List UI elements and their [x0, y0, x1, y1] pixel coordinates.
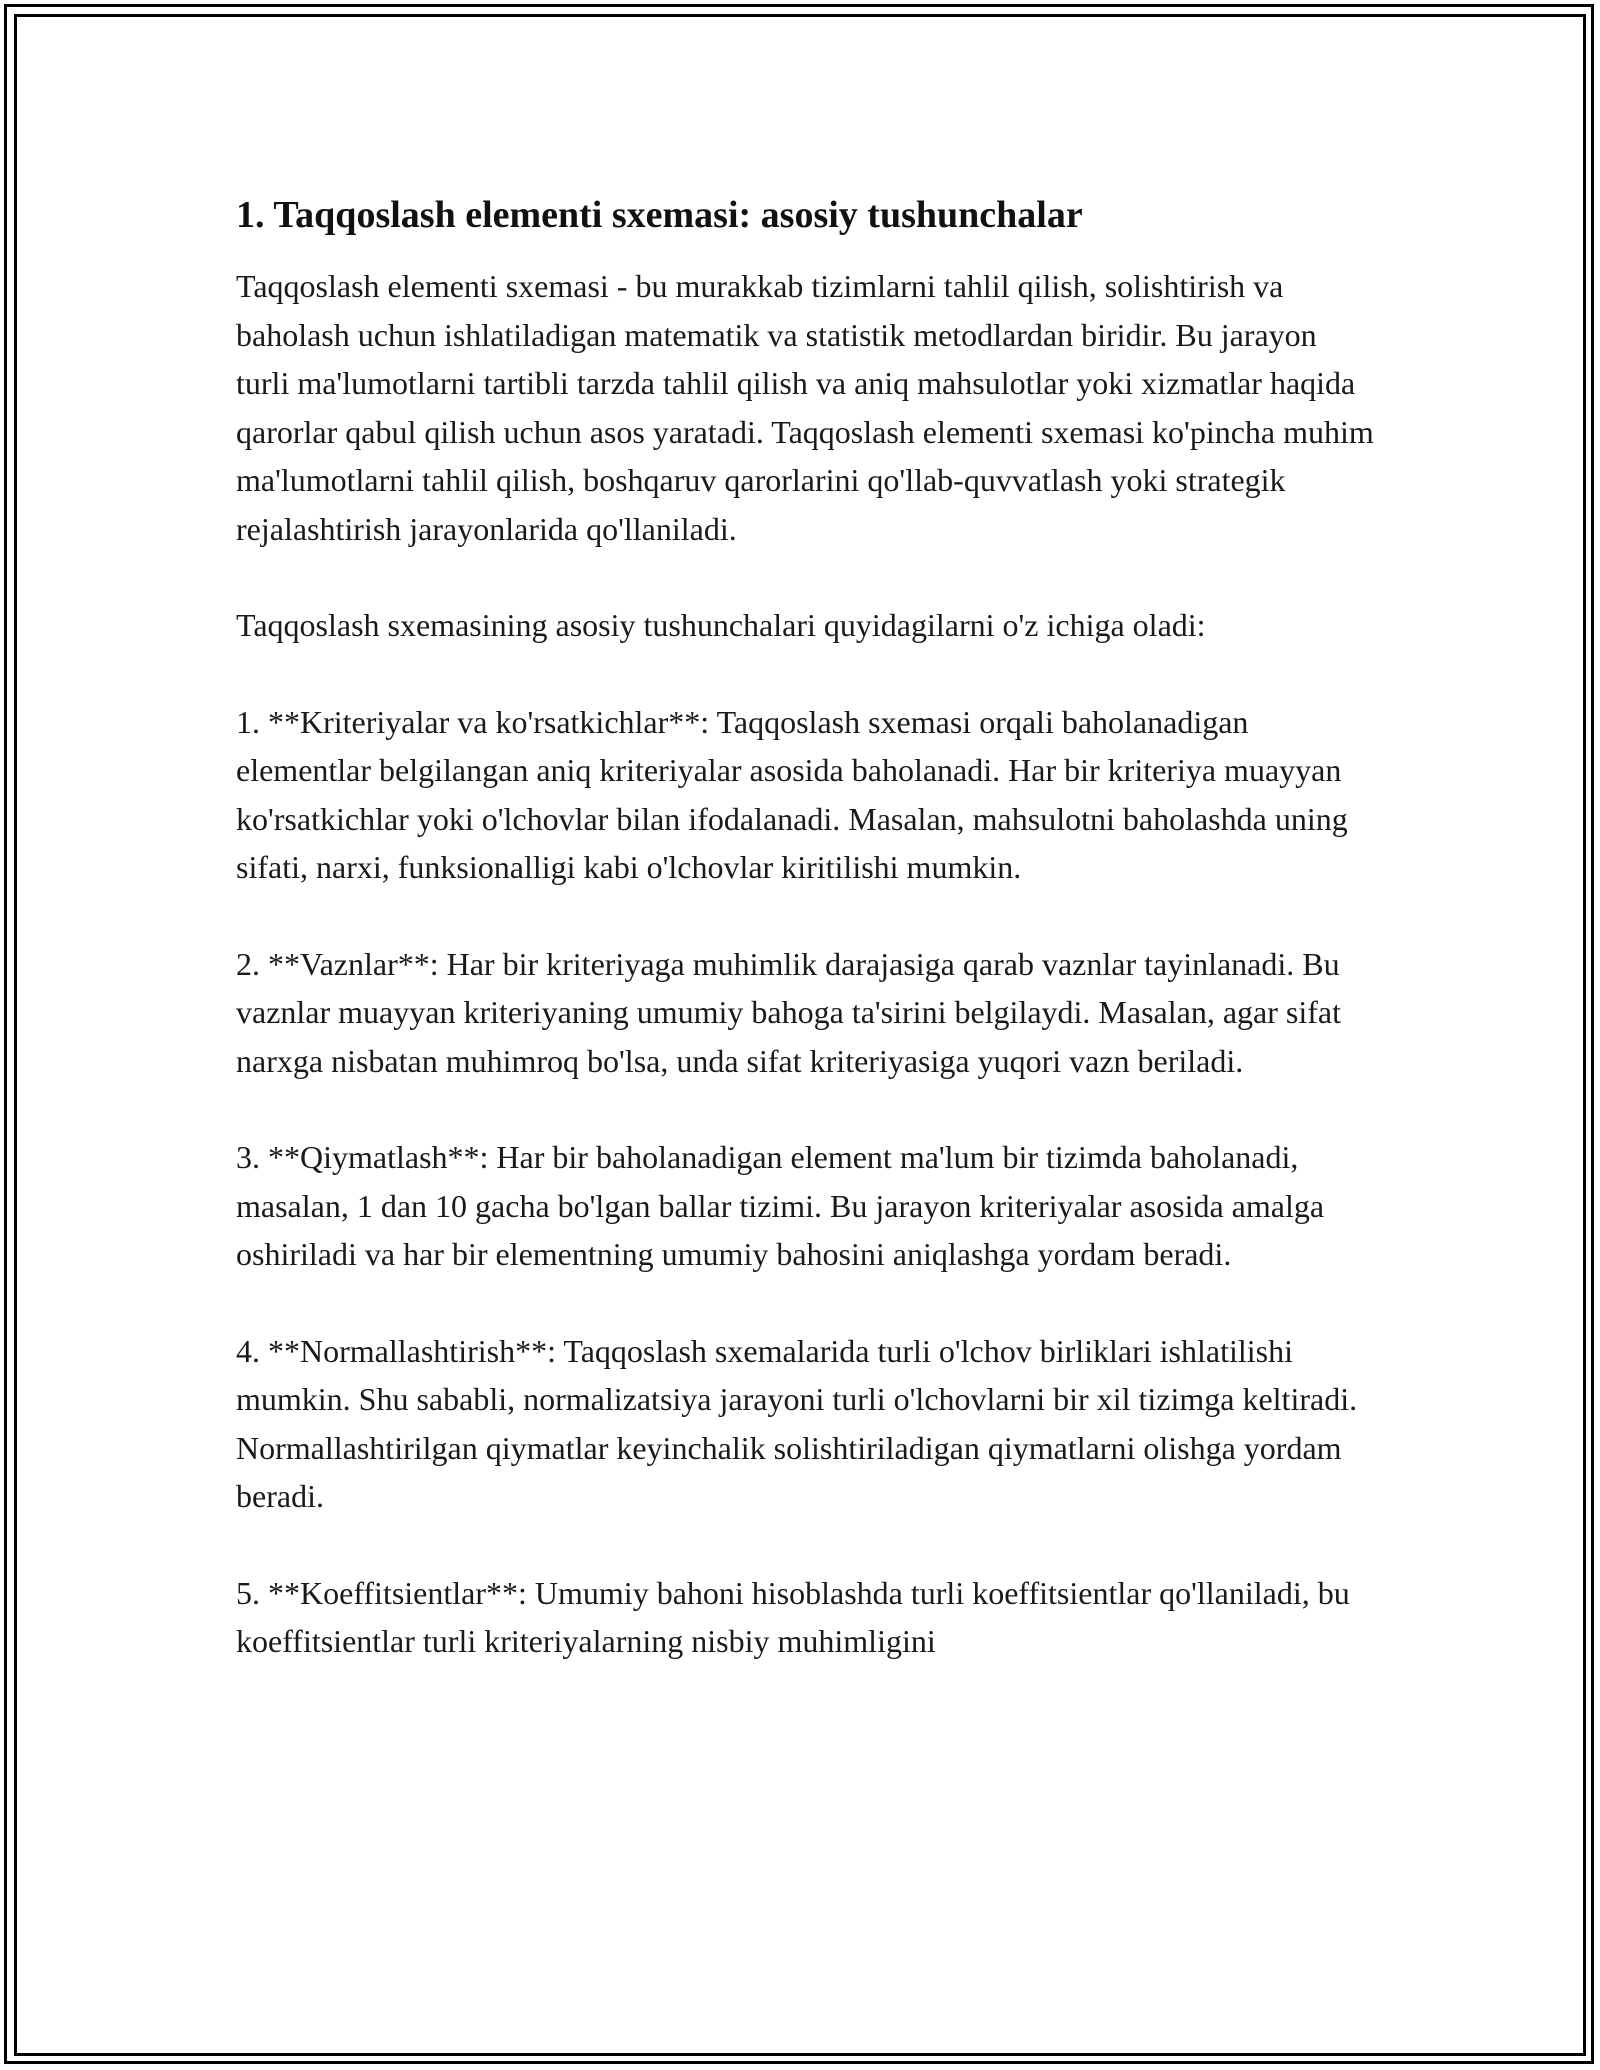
list-item-criteria: 1. **Kriteriyalar va ko'rsatkichlar**: Taqqoslash sxemasi orqali baholanadigan elementlar belgilangan aniq kriteriyalar asosida baholanadi. Har bir kriteriya muayyan ko'rsatkichlar yoki o'lchovlar bilan ifodalanadi. Masalan, mahsulotni baholashda uning sifati, narxi, funksionalligi kabi o'lchovlar kiritilishi mumkin. — [236, 703, 1348, 885]
list-item-weights: 2. **Vaznlar**: Har bir kriteriyaga muhimlik darajasiga qarab vaznlar tayinlanadi. Bu vaznlar muayyan kriteriyaning umumiy bahoga ta'sirini belgilaydi. Masalan, agar sifat narxga nisbatan muhimroq bo'lsa, unda sifat kriteriyasiga yuqori vazn beriladi. — [236, 945, 1341, 1079]
paragraph-intro: Taqqoslash elementi sxemasi - bu murakkab tizimlarni tahlil qilish, solishtirish va baholash uchun ishlatiladigan matematik va statistik metodlardan biridir. Bu jarayon turli ma'lumotlarni tartibli tarzda tahlil qilish va aniq mahsulotlar yoki xizmatlar haqida qarorlar qabul qilish uchun asos yaratadi. Taqqoslash elementi sxemasi ko'pincha muhim ma'lumotlarni tahlil qilish, boshqaruv qarorlarini qo'llab-quvvatlash yoki strategik rejalashtirish jarayonlarida qo'llaniladi. — [236, 268, 1374, 547]
list-item-valuation: 3. **Qiymatlash**: Har bir baholanadigan element ma'lum bir tizimda baholanadi, masalan, 1 dan 10 gacha bo'lgan ballar tizimi. Bu jarayon kriteriyalar asosida amalga oshiriladi va har bir elementning umumiy bahosini aniqlashga yordam beradi. — [236, 1139, 1325, 1272]
list-item-normalization: 4. **Normallashtirish**: Taqqoslash sxemalarida turli o'lchov birliklari ishlatilishi mumkin. Shu sababli, normalizatsiya jarayoni turli o'lchovlarni bir xil tizimga keltiradi. Normallashtirilgan qiymatlar keyinchalik solishtiriladigan qiymatlarni olishga yordam beradi. — [236, 1332, 1358, 1514]
paragraph-concepts-lead: Taqqoslash sxemasining asosiy tushunchalari quyidagilarni o'z ichiga oladi: — [236, 607, 1206, 643]
document-body — [236, 186, 1376, 1666]
list-item-coefficients: 5. **Koeffitsientlar**: Umumiy bahoni hisoblashda turli koeffitsientlar qo'llaniladi, bu koeffitsientlar turli kriteriyalarning nisbiy muhimligini — [236, 1574, 1350, 1659]
section-heading: 1. Taqqoslash elementi sxemasi: asosiy tushunchalar — [236, 194, 1083, 236]
